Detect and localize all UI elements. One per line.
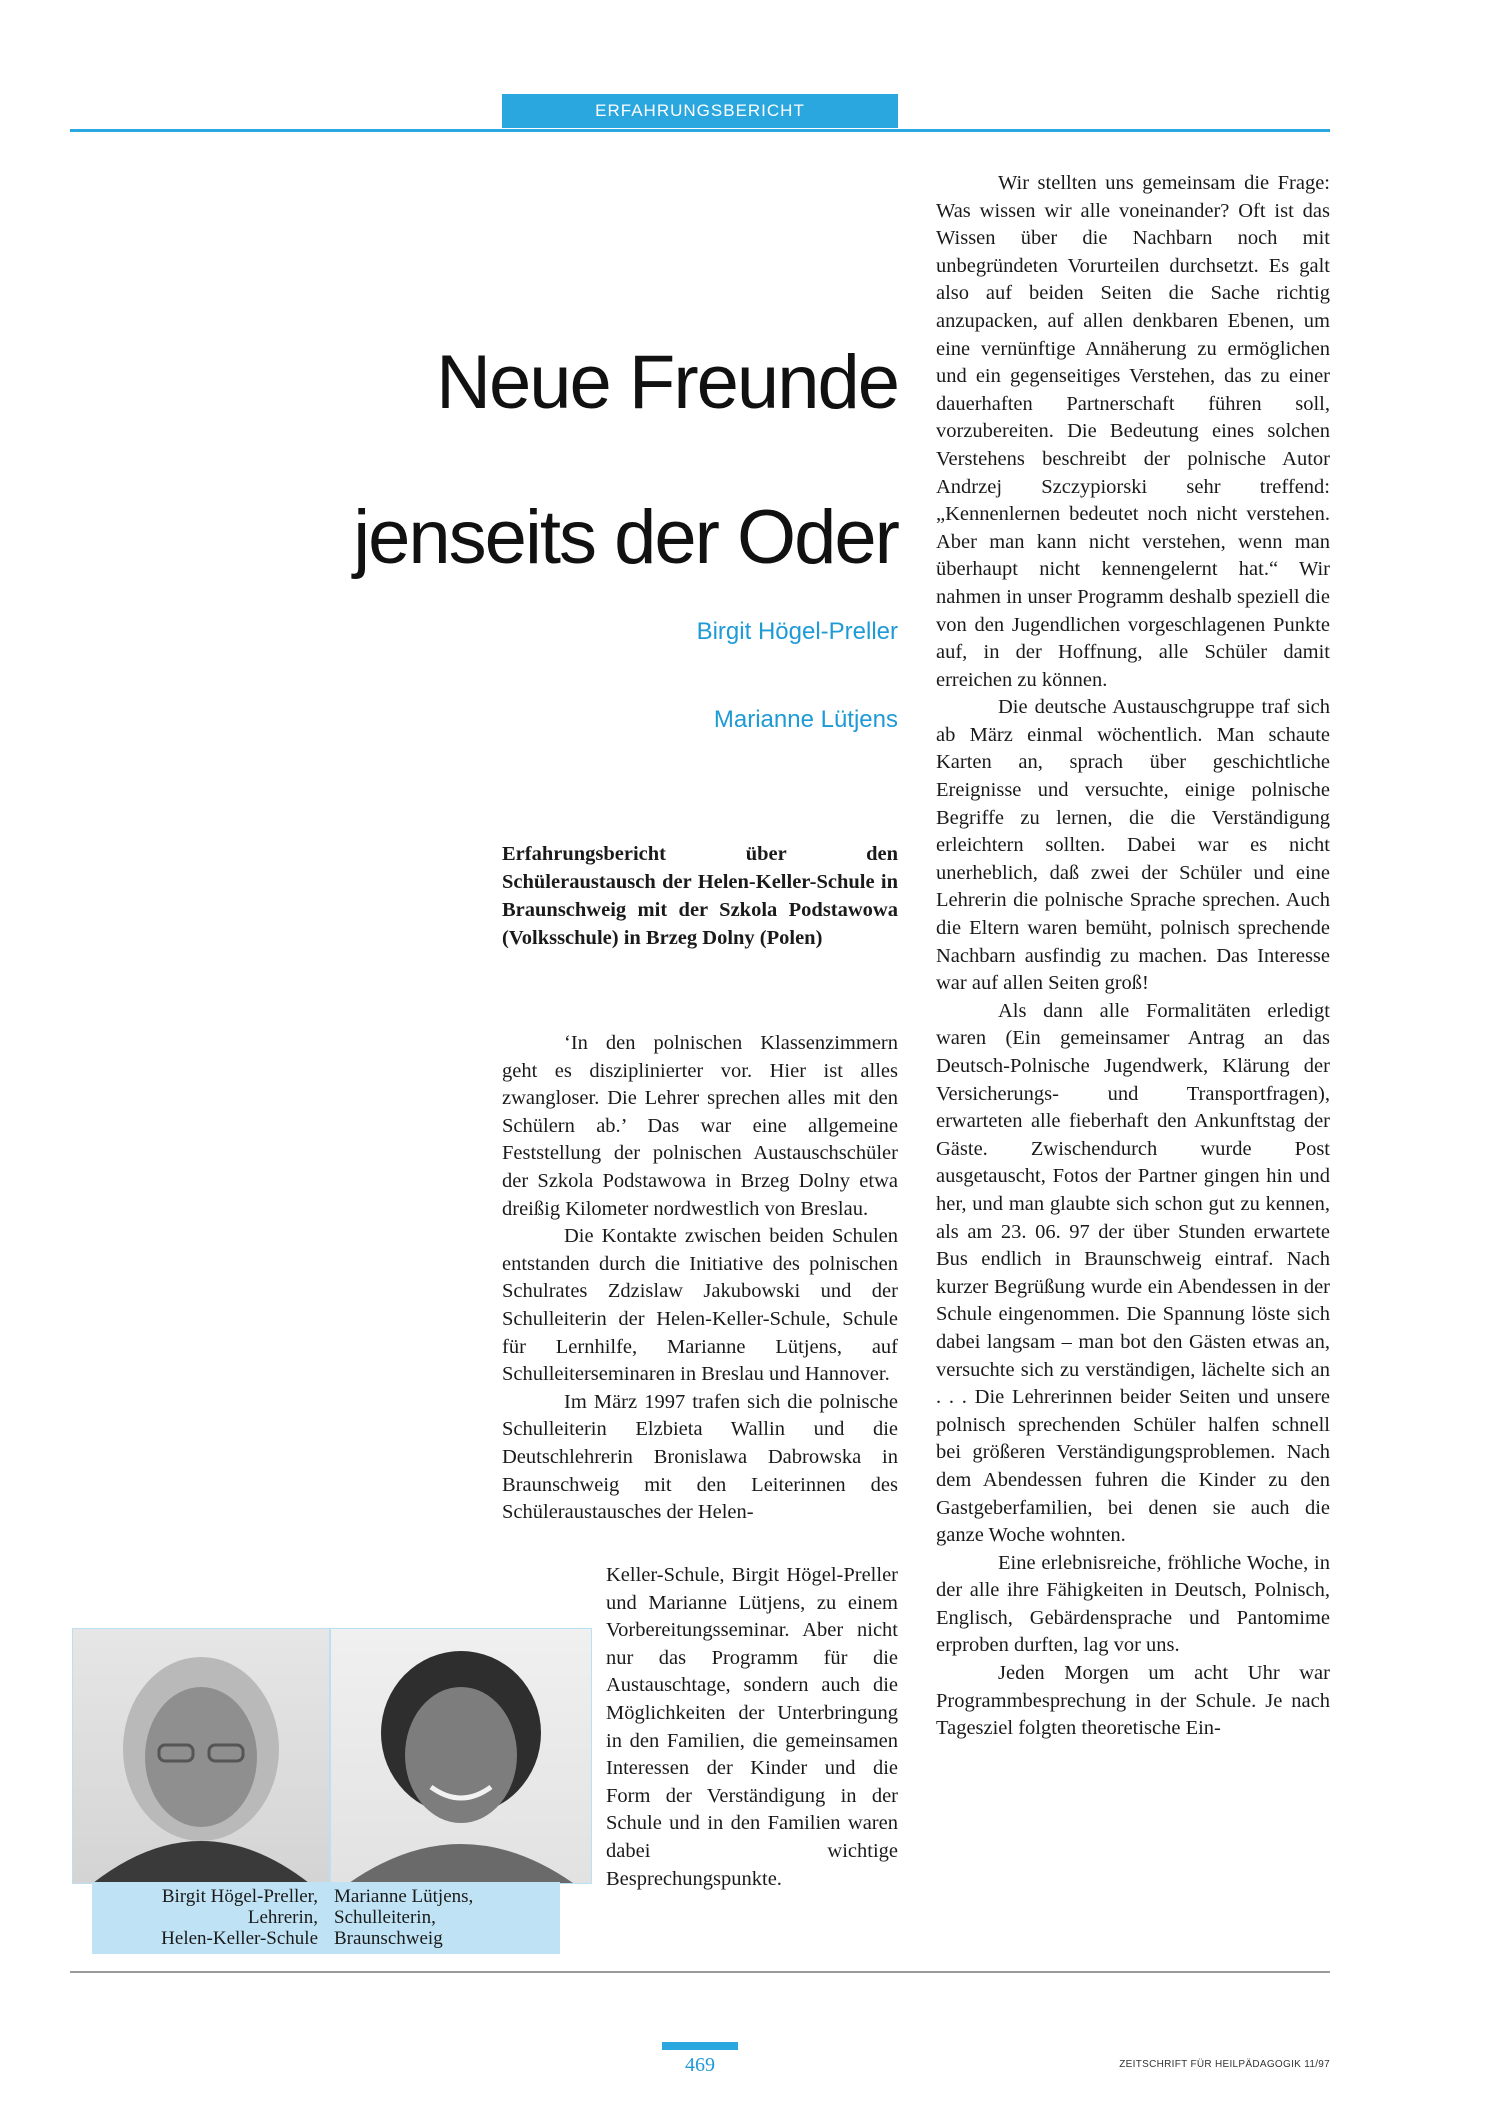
author-name: Marianne Lütjens <box>713 706 898 733</box>
body-column-right <box>936 170 1330 1743</box>
photo-caption-box <box>92 1882 560 1954</box>
body-paragraph: Als dann alle Formalitäten erledigt waren (Ein gemeinsamer Antrag an das Deutsch-Polnische Jugendwerk, Klärung der Versicherungs- und Transportfragen), erwarteten alle fieberhaft den Ankunftstag der Gäste. Zwischendurch wurde Post ausgetauscht, Fotos der Partner gingen hin und her, und man glaubte sich schon gut zu kennen, als am 23. 06. 97 der über Stunden erwartete Bus endlich in Braunschweig eintraf. Nach kurzer Begrüßung wurde ein Abendessen in der Schule eingenommen. Die Spannung löste sich dabei langsam – man bot den Gästen etwas an, versuchte sich zu verständigen, lächelte sich an . . . Die Lehrerinnen beider Seiten und unsere polnisch sprechenden Schüler halfen schnell bei größeren Verständigungsproblemen. Nach dem Abendessen fuhren die Kinder zu den Gastgeberfamilien, bei denen sie auch die ganze Woche wohnten. <box>936 999 1330 1547</box>
body-paragraph: Wir stellten uns gemeinsam die Frage: Was wissen wir alle voneinander? Oft ist das Wissen über die Nachbarn noch mit unbegründeten Vorurteilen durchsetzt. Es galt also auf beiden Seiten die Sache richtig anzupacken, auf allen denkbaren Ebenen, um eine vernünftige Annäherung zu ermöglichen und ein gegenseitiges Verstehen, das zu einer dauerhaften Partnerschaft führen soll, vorzubereiten. Die Bedeutung eines solchen Verstehens beschreibt der polnische Autor Andrzej Szczypiorski sehr treffend: „Kennenlernen bedeutet noch nicht verstehen. Aber man kann nicht verstehen, wenn man überhaupt nicht kennengelernt hat.“ Wir nahmen in unser Programm deshalb speziell die von den Jugendlichen vorgeschlagenen Punkte auf, in der Hoffnung, alle Schüler damit erreichen zu können. <box>936 172 1330 691</box>
body-paragraph: ‘In den polnischen Klassenzimmern geht es disziplinierter vor. Hier ist alles zwangloser. Die Lehrer sprechen alles mit den Schülern ab.’ Das war eine allgemeine Feststellung der polnischen Austauschschüler der Szkola Podstawowa in Brzeg Dolny etwa dreißig Kilometer nordwestlich von Breslau. <box>502 1032 898 1220</box>
caption-line: Braunschweig <box>334 1928 443 1949</box>
body-paragraph: Jeden Morgen um acht Uhr war Programmbesprechung in der Schule. Je nach Tagesziel folgten theoretische Ein- <box>936 1662 1330 1740</box>
page-number: 469 <box>685 2054 715 2076</box>
caption-line: Schulleiterin, <box>334 1907 436 1928</box>
portrait-image <box>331 1629 591 1883</box>
photo-caption-left <box>161 1886 318 1949</box>
author-name: Birgit Högel-Preller <box>696 618 898 645</box>
article-title-line-2: jenseits der Oder <box>353 495 898 580</box>
article-abstract: Erfahrungsbericht über den Schüleraustausch der Helen-Keller-Schule in Braunschweig mit der Szkola Podstawowa (Volksschule) in Brzeg Dolny (Polen) <box>502 843 898 949</box>
caption-line: Lehrerin, <box>247 1907 318 1928</box>
author-photo-hoegel-preller <box>73 1629 329 1883</box>
header-rule <box>70 129 1330 132</box>
body-column-middle <box>502 1030 898 1527</box>
body-paragraph: Keller-Schule, Birgit Högel-Preller und Marianne Lütjens, zu einem Vorbereitungsseminar. Aber nicht nur das Programm für die Austauschtage, sondern auch die Möglichkeiten der Unterbringung in den Familien, die gemeinsamen Interessen der Kinder und die Form der Verständigung in der Schule und in den Familien waren dabei wichtige Besprechungspunkte. <box>606 1564 898 1890</box>
journal-name: ZEITSCHRIFT FÜR HEILPÄDAGOGIK 11/97 <box>1119 2059 1330 2070</box>
body-paragraph: Die deutsche Austauschgruppe traf sich ab März einmal wöchentlich. Man schaute Karten an, sprach über geschichtliche Ereignisse und versuchte, einige polnische Begriffe zu lernen, die die Verständigung erleichtern sollten. Dabei war es nicht unerheblich, daß zwei der Schüler und eine Lehrerin die polnische Sprache sprechen. Auch die Eltern waren bemüht, polnisch sprechende Nachbarn ausfindig zu machen. Das Interesse war auf allen Seiten groß! <box>936 696 1330 995</box>
author-photos <box>72 1628 592 1884</box>
body-paragraph: Eine erlebnisreiche, fröhliche Woche, in der alle ihre Fähigkeiten in Deutsch, Polnisch, Englisch, Gebärdensprache und Pantomime erproben durften, lag vor uns. <box>936 1551 1330 1657</box>
section-label: ERFAHRUNGSBERICHT <box>595 101 805 120</box>
author-photo-luetjens <box>331 1629 591 1883</box>
footer-rule <box>70 1971 1330 1973</box>
section-header-tab <box>502 94 898 128</box>
body-column-middle-narrow <box>606 1562 898 1893</box>
portrait-image <box>73 1629 329 1883</box>
caption-line: Helen-Keller-Schule <box>161 1928 318 1949</box>
caption-line: Birgit Högel-Preller, <box>161 1886 318 1907</box>
body-paragraph: Im März 1997 trafen sich die polnische Schulleiterin Elzbieta Wallin und die Deutschlehrerin Bronislawa Dabrowska in Braunschweig mit den Leiterinnen des Schüleraustausches der Helen- <box>502 1390 898 1524</box>
body-paragraph: Die Kontakte zwischen beiden Schulen entstanden durch die Initiative des polnischen Schulrates Zdzislaw Jakubowski und der Schulleiterin der Helen-Keller-Schule, Schule für Lernhilfe, Marianne Lütjens, auf Schulleiterseminaren in Breslau und Hannover. <box>502 1225 898 1386</box>
photo-caption-right <box>334 1886 473 1949</box>
caption-line: Marianne Lütjens, <box>334 1886 474 1907</box>
article-title-line-1: Neue Freunde <box>436 340 898 425</box>
page-number-bar <box>662 2042 738 2050</box>
